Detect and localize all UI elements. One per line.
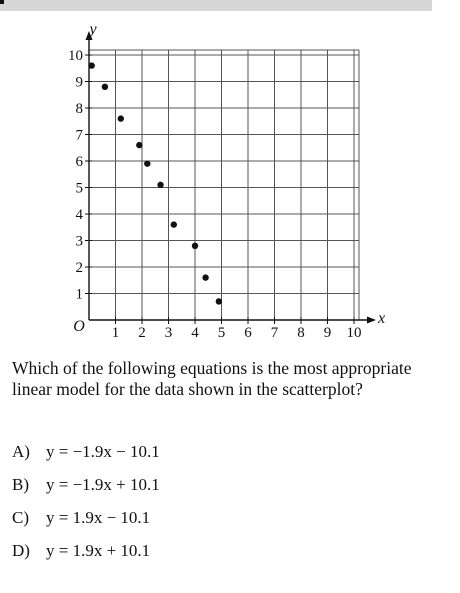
x-tick-label: 7 [270,325,279,341]
choice-d[interactable] [12,541,412,574]
y-tick-label: 4 [75,207,83,223]
data-point [171,221,177,227]
question-text: Which of the following equations is the most appropriate linear model for the data shown in the scatterplot? [12,358,412,399]
x-axis-arrow [367,317,376,324]
y-tick-label: 2 [75,260,83,276]
answer-choices [12,442,412,574]
choice-letter: B) [12,475,29,494]
ticks [68,48,362,341]
data-point [136,142,142,148]
x-tick-label: 3 [164,325,173,341]
choice-c[interactable] [12,508,412,541]
data-point [157,182,163,188]
choice-b[interactable] [12,475,412,508]
y-tick-label: 1 [75,286,83,303]
y-tick-label: 5 [75,180,83,197]
x-tick-label: 2 [138,325,146,341]
choice-equation: y = 1.9x + 10.1 [46,541,151,560]
choice-letter: A) [12,442,30,461]
choice-letter: C) [12,508,29,527]
data-point [118,115,124,121]
x-tick-label: 8 [297,325,305,341]
x-tick-label: 10 [346,325,362,341]
choice-letter: D) [12,541,30,560]
x-tick-label: 4 [191,325,199,341]
choice-a[interactable] [12,442,412,475]
data-point [102,84,108,90]
y-tick-label: 10 [68,48,83,64]
x-axis-label: x [378,310,386,327]
y-tick-label: 7 [75,127,83,144]
choice-equation: y = −1.9x + 10.1 [46,475,160,494]
y-tick-label: 6 [75,154,83,170]
x-tick-label: 9 [323,325,332,341]
x-tick-label: 6 [244,325,252,341]
grid [89,50,359,320]
y-tick-label: 8 [75,101,83,117]
axes [86,31,377,324]
y-tick-label: 3 [75,233,83,250]
choice-equation: y = −1.9x − 10.1 [46,442,160,461]
y-axis-label: y [89,21,97,38]
origin-label: O [73,318,85,335]
data-points [88,62,222,304]
data-point [202,274,208,280]
data-point [144,160,150,166]
choice-equation: y = 1.9x − 10.1 [46,508,151,527]
x-tick-label: 1 [111,325,120,341]
data-point [192,243,198,249]
data-point [216,298,222,304]
y-tick-label: 9 [75,74,83,91]
x-tick-label: 5 [217,325,226,341]
data-point [88,62,94,68]
